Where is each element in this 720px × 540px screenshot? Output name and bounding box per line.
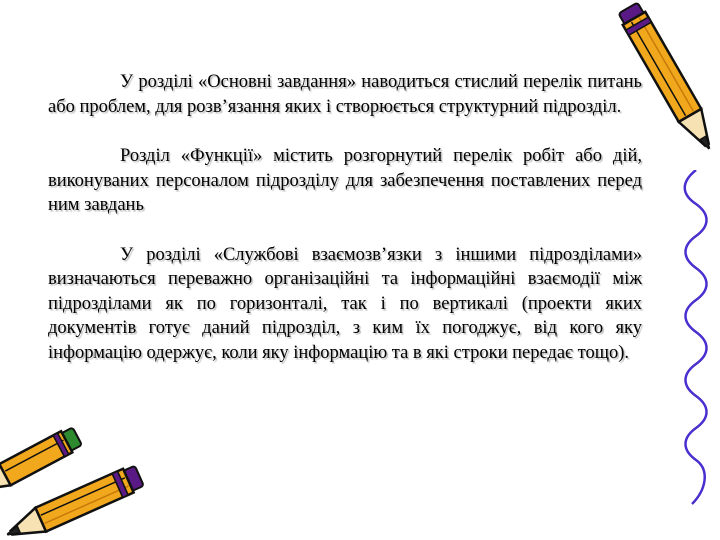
paragraph-functions: Розділ «Функції» містить розгорнутий перелік робіт або дій, виконуваних персоналом підрозділу для забезпечення поставлених перед ним завдань — [48, 146, 642, 215]
paragraph-main-tasks: У розділі «Основні завдання» наводиться стислий перелік питань або проблем, для розв’язання яких і створюється структурний підрозділ. — [48, 72, 642, 117]
pencil-icon — [570, 0, 720, 185]
body-text — [48, 70, 642, 390]
pencil-icon — [0, 425, 150, 540]
squiggle-line-icon — [676, 170, 716, 510]
paragraph-interconnections: У розділі «Службові взаємозв’язки з іншими підрозділами» визначаються переважно організаційні та інформаційні взаємодії між підрозділами як по горизонталі, так і по вертикалі (проекти яких документів готує даний підрозділ, з ким їх погоджує, від кого яку інформацію одержує, коли яку інформацію та в які строки передає тощо). — [48, 244, 642, 363]
